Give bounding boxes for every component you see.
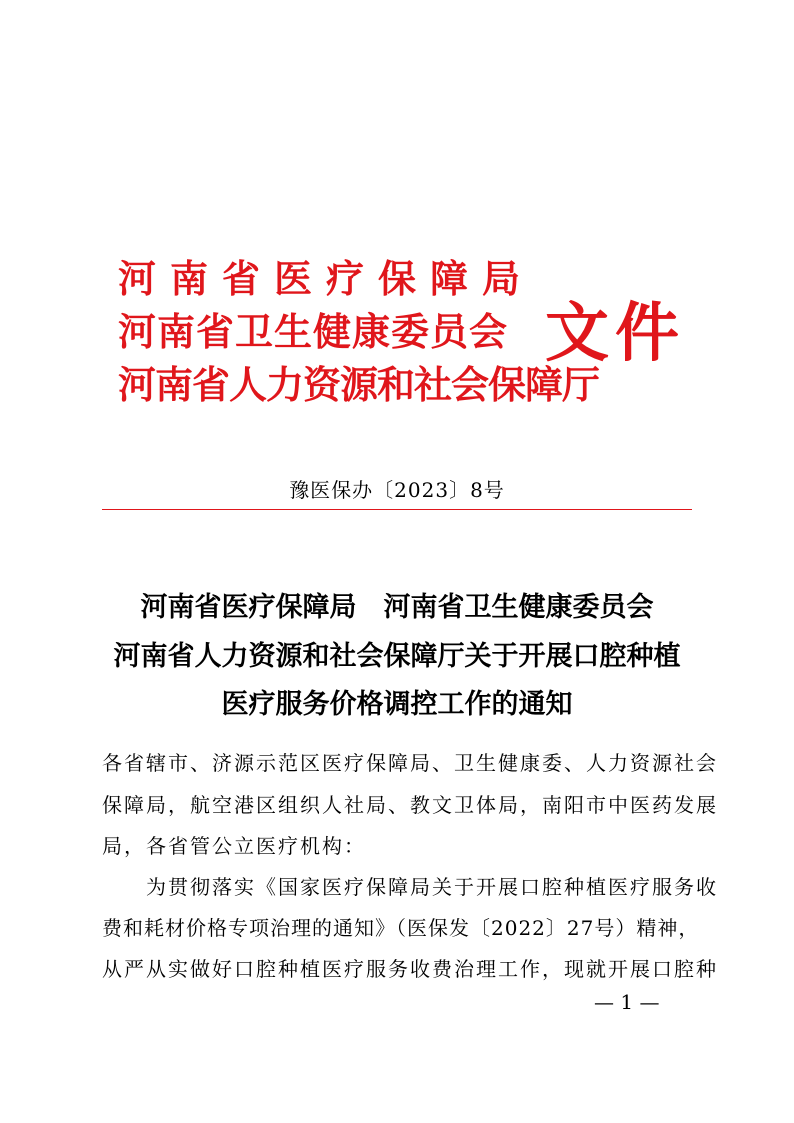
document-type-label: 文件 <box>545 296 685 371</box>
body-paragraph-line-1: 为贯彻落实《国家医疗保障局关于开展口腔种植医疗服务收 <box>146 875 718 899</box>
addressee-line-2: 保障局，航空港区组织人社局、教文卫体局，南阳市中医药发展 <box>102 793 718 817</box>
body-paragraph-line-2: 费和耗材价格专项治理的通知》（医保发〔2022〕27号）精神， <box>102 916 700 940</box>
issuer-name-2: 河南省卫生健康委员会 <box>118 310 509 354</box>
document-number: 豫医保办〔2023〕8号 <box>289 478 505 502</box>
issuer-name-1: 河南省医疗保障局 <box>118 257 535 301</box>
issuer-name-3: 河南省人力资源和社会保障厅 <box>118 363 600 407</box>
document-title-line-1: 河南省医疗保障局 河南省卫生健康委员会 <box>140 592 654 623</box>
document-title-line-3: 医疗服务价格调控工作的通知 <box>221 689 573 720</box>
addressee-line-1: 各省辖市、济源示范区医疗保障局、卫生健康委、人力资源社会 <box>102 751 718 775</box>
page-number: — 1 — <box>594 990 660 1014</box>
red-divider-line <box>102 509 692 510</box>
document-title-line-2: 河南省人力资源和社会保障厅关于开展口腔种植 <box>113 641 681 672</box>
body-paragraph-line-3: 从严从实做好口腔种植医疗服务收费治理工作，现就开展口腔种 <box>102 957 718 981</box>
addressee-line-3: 局，各省管公立医疗机构： <box>102 834 366 858</box>
